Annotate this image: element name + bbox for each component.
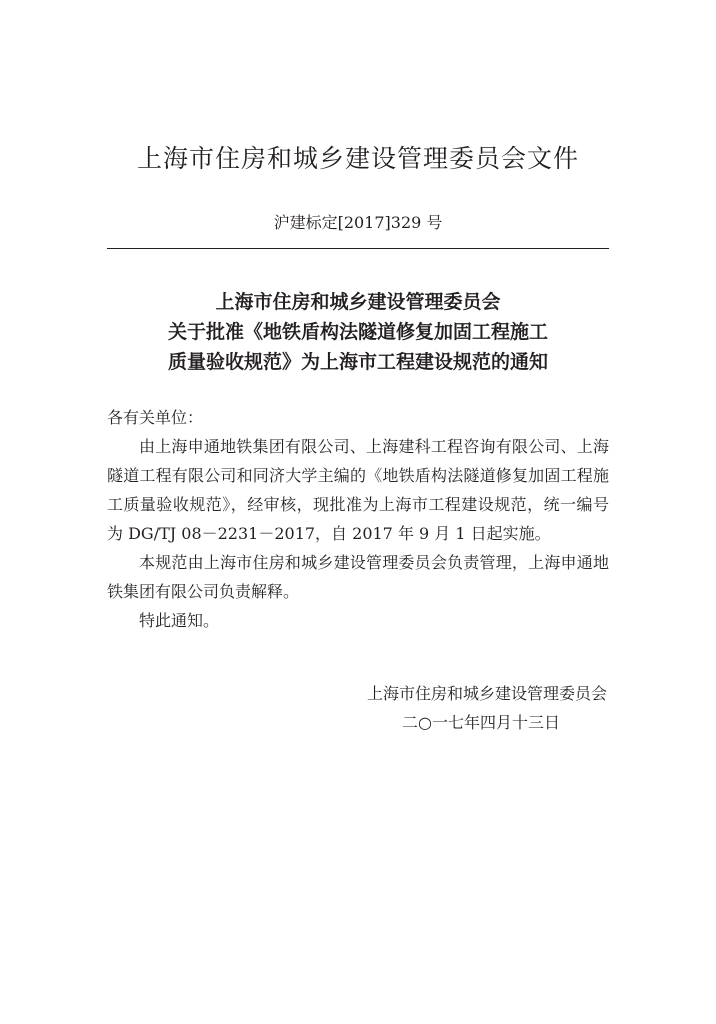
notice-title xyxy=(0,287,716,377)
salutation: 各有关单位： xyxy=(107,408,204,427)
body-paragraph-3: 特此通知。 xyxy=(139,611,220,630)
agency-title: 上海市住房和城乡建设管理委员会文件 xyxy=(136,144,579,173)
notice-title-line-3: 质量验收规范》为上海市工程建设规范的通知 xyxy=(167,351,548,373)
document-number: 沪建标定[2017]329 号 xyxy=(273,213,443,232)
signature-date: 二○一七年四月十三日 xyxy=(402,713,560,732)
signature-block xyxy=(107,679,607,737)
header-divider xyxy=(107,248,609,249)
signature-organization: 上海市住房和城乡建设管理委员会 xyxy=(366,684,607,703)
notice-title-line-2: 关于批准《地铁盾构法隧道修复加固工程施工 xyxy=(167,321,548,343)
body-paragraph-2: 本规范由上海市住房和城乡建设管理委员会负责管理，上海申通地铁集团有限公司负责解释。 xyxy=(107,553,609,601)
body-paragraph-1: 由上海申通地铁集团有限公司、上海建科工程咨询有限公司、上海隧道工程有限公司和同济大学主编的《地铁盾构法隧道修复加固工程施工质量验收规范》，经审核，现批准为上海市工程建设规范，统一编号为 DG/TJ 08－2231－2017，自 2017 年 9 月 1 日起实施。 xyxy=(107,437,609,543)
notice-title-line-1: 上海市住房和城乡建设管理委员会 xyxy=(215,291,501,313)
notice-body xyxy=(107,403,609,635)
